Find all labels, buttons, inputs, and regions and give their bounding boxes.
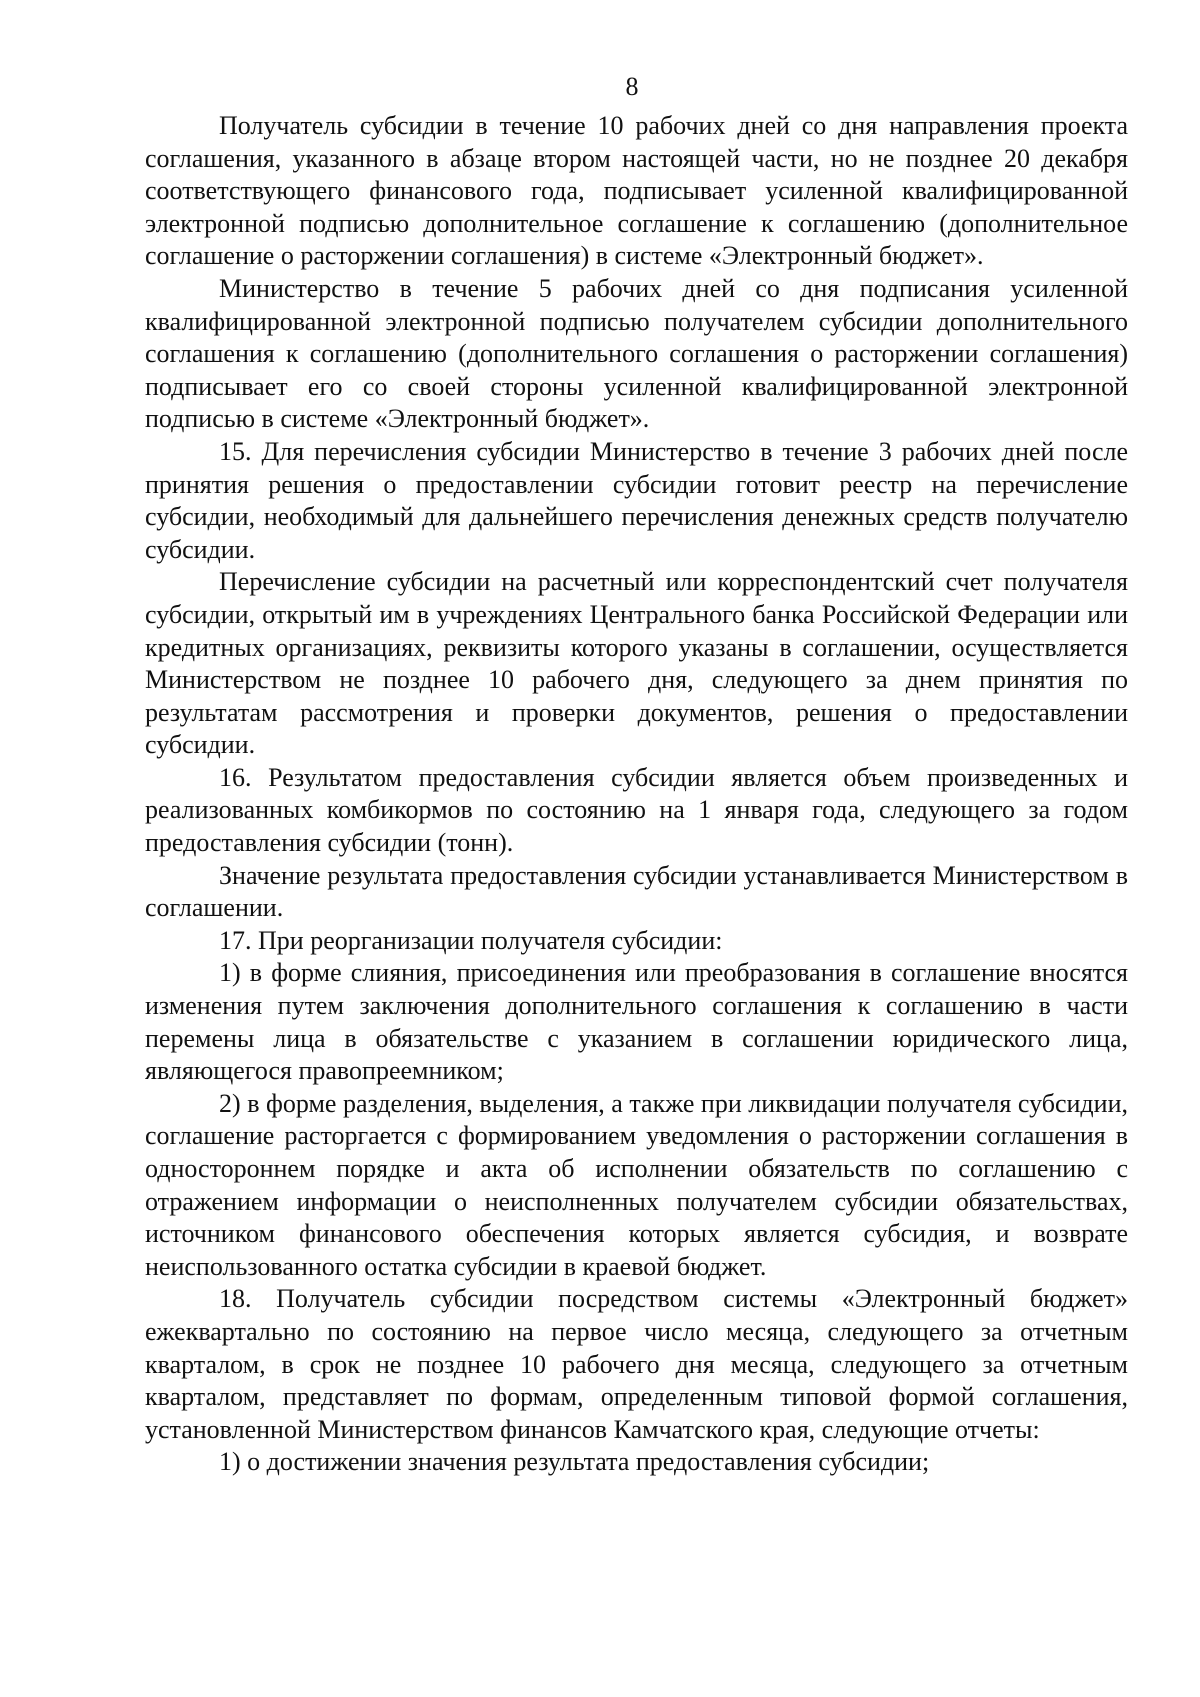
- page-number: 8: [625, 72, 639, 101]
- paragraph: 16. Результатом предоставления субсидии является объем произведенных и реализованных комбикормов по состоянию на 1 января года, следующего за годом предоставления субсидии (тонн).: [145, 762, 1128, 858]
- paragraph: 1) в форме слияния, присоединения или преобразования в соглашение вносятся изменения путем заключения дополнительного соглашения к соглашению в части перемены лица в обязательстве с указанием в соглашении юридического лица, являющегося правопреемником;: [145, 958, 1128, 1086]
- paragraph: 1) о достижении значения результата предоставления субсидии;: [219, 1447, 930, 1477]
- paragraph: Перечисление субсидии на расчетный или корреспондентский счет получателя субсидии, открытый им в учреждениях Центрального банка Российской Федерации или кредитных организациях, реквизиты которого указаны в соглашении, осуществляется Министерством не позднее 10 рабочего дня, следующего за днем принятия по результатам рассмотрения и проверки документов, решения о предоставлении субсидии.: [145, 567, 1128, 760]
- paragraph: 18. Получатель субсидии посредством системы «Электронный бюджет» ежеквартально по состоянию на первое число месяца, следующего за отчетным кварталом, в срок не позднее 10 рабочего дня месяца, следующего за отчетным кварталом, представляет по формам, определенным типовой формой соглашения, установленной Министерством финансов Камчатского края, следующие отчеты:: [145, 1284, 1128, 1444]
- paragraph: 17. При реорганизации получателя субсидии:: [219, 925, 723, 955]
- document-body: [145, 110, 1128, 1479]
- paragraph: Министерство в течение 5 рабочих дней со дня подписания усиленной квалифицированной электронной подписью получателем субсидии дополнительного соглашения к соглашению (дополнительного соглашения о расторжении соглашения) подписывает его со своей стороны усиленной квалифицированной электронной подписью в системе «Электронный бюджет».: [145, 273, 1128, 434]
- paragraph: 2) в форме разделения, выделения, а также при ликвидации получателя субсидии, соглашение расторгается с формированием уведомления о расторжении соглашения в одностороннем порядке и акта об исполнении обязательств по соглашению с отражением информации о неисполненных получателем субсидии обязательствах, источником финансового обеспечения которых является субсидия, и возврате неиспользованного остатка субсидии в краевой бюджет.: [145, 1088, 1128, 1281]
- paragraph: Получатель субсидии в течение 10 рабочих дней со дня направления проекта соглашения, указанного в абзаце втором настоящей части, но не позднее 20 декабря соответствующего финансового года, подписывает усиленной квалифицированной электронной подписью дополнительное соглашение к соглашению (дополнительное соглашение о расторжении соглашения) в системе «Электронный бюджет».: [145, 111, 1128, 271]
- paragraph: Значение результата предоставления субсидии устанавливается Министерством в соглашении.: [145, 860, 1128, 923]
- paragraph: 15. Для перечисления субсидии Министерство в течение 3 рабочих дней после принятия решения о предоставлении субсидии готовит реестр на перечисление субсидии, необходимый для дальнейшего перечисления денежных средств получателю субсидии.: [145, 436, 1128, 564]
